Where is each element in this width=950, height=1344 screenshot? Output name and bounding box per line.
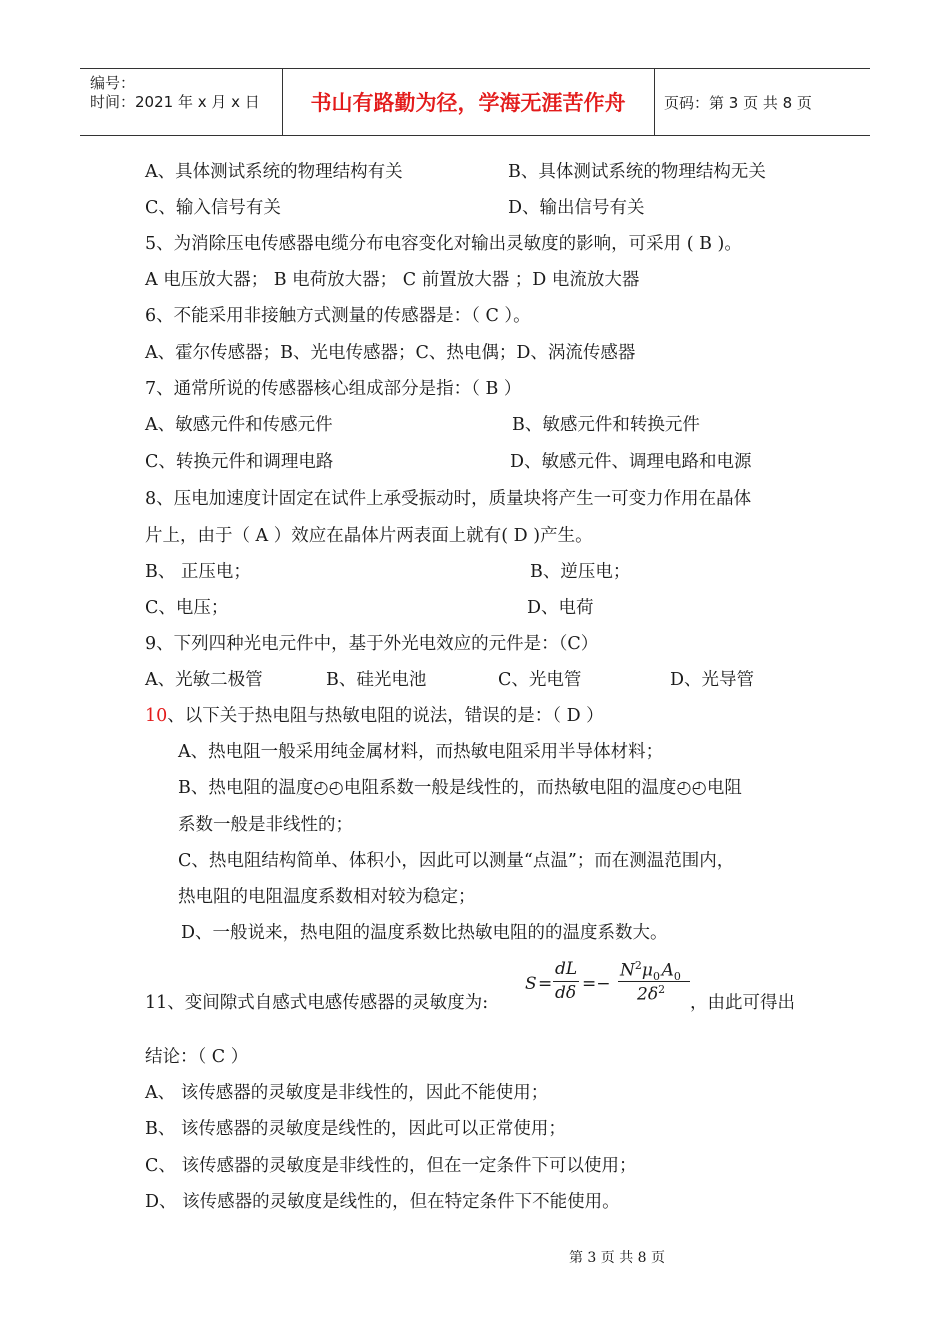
question-6-options: A、霍尔传感器；B、光电传感器；C、热电偶；D、涡流传感器 bbox=[145, 343, 636, 363]
page-footer bbox=[0, 1247, 950, 1267]
formula-equals: = bbox=[538, 974, 553, 994]
question-5-options: A 电压放大器； B 电荷放大器； C 前置放大器 ；D 电流放大器 bbox=[145, 270, 640, 290]
option-line: D、电荷 bbox=[527, 598, 594, 618]
option-line: A、热电阻一般采用纯金属材料，而热敏电阻采用半导体材料； bbox=[178, 742, 664, 762]
option-line: A、具体测试系统的物理结构有关 bbox=[145, 162, 403, 182]
formula-delta-exponent: 2 bbox=[658, 983, 666, 996]
option-line: C、电压； bbox=[145, 598, 229, 618]
formula-a-subscript: 0 bbox=[673, 970, 681, 984]
option-line: 热电阻的电阻温度系数相对较为稳定； bbox=[178, 887, 476, 907]
question-7: 7、通常所说的传感器核心组成部分是指：（ B ） bbox=[145, 379, 522, 399]
time-label: 时间：2021 年 x 月 x 日 bbox=[90, 93, 260, 111]
option-line: C、光电管 bbox=[498, 670, 582, 690]
formula-frac2-denominator bbox=[637, 983, 665, 1005]
formula-mu: μ bbox=[641, 960, 653, 981]
option-line: C、输入信号有关 bbox=[145, 198, 281, 218]
option-line: C、热电阻结构简单、体积小，因此可以测量“点温”；而在测温范围内， bbox=[178, 851, 735, 871]
option-line: B、 正压电； bbox=[145, 562, 251, 582]
header-meta bbox=[80, 69, 283, 135]
fraction-bar bbox=[618, 981, 690, 982]
option-line: 系数一般是非线性的； bbox=[178, 815, 353, 835]
sensitivity-formula bbox=[525, 956, 695, 1016]
footer-page-number: 第 3 页 共 8 页 bbox=[568, 1250, 666, 1266]
formula-2delta: 2δ bbox=[637, 984, 659, 1005]
option-line: B、具体测试系统的物理结构无关 bbox=[508, 162, 766, 182]
question-9: 9、下列四种光电元件中，基于外光电效应的元件是：（C） bbox=[145, 634, 599, 654]
page-header bbox=[80, 68, 870, 136]
question-8-line2: 片上，由于（ A ）效应在晶体片两表面上就有( D )产生。 bbox=[145, 526, 593, 546]
question-11-line1: 11、变间隙式自感式电感传感器的灵敏度为: bbox=[145, 993, 489, 1013]
formula-frac1-numerator: dL bbox=[555, 959, 578, 979]
formula-a: A bbox=[661, 960, 674, 981]
option-line: D、输出信号有关 bbox=[508, 198, 645, 218]
header-motto: 书山有路勤为径，学海无涯苦作舟 bbox=[282, 69, 655, 135]
question-10 bbox=[145, 705, 604, 727]
header-page-info: 页码：第 3 页 共 8 页 bbox=[664, 93, 812, 112]
option-line: C、 该传感器的灵敏度是非线性的，但在一定条件下可以使用； bbox=[145, 1156, 637, 1176]
option-line: D、光导管 bbox=[670, 670, 755, 690]
question-10-text: 、以下关于热电阻与热敏电阻的说法，错误的是：（ D ） bbox=[167, 706, 604, 726]
option-line: B、硅光电池 bbox=[326, 670, 427, 690]
formula-frac1-denominator: dδ bbox=[555, 983, 577, 1003]
question-6: 6、不能采用非接触方式测量的传感器是：（ C ）。 bbox=[145, 306, 531, 326]
option-line: B、逆压电； bbox=[530, 562, 631, 582]
question-5: 5、为消除压电传感器电缆分布电容变化对输出灵敏度的影响，可采用 ( B )。 bbox=[145, 234, 742, 254]
option-line: D、一般说来，热电阻的温度系数比热敏电阻的的温度系数大。 bbox=[181, 923, 668, 943]
question-8-line1: 8、压电加速度计固定在试件上承受振动时，质量块将产生一可变力作用在晶体 bbox=[145, 489, 752, 509]
option-line: B、热电阻的温度◴◴电阻系数一般是线性的，而热敏电阻的温度◴◴电阻 bbox=[178, 778, 742, 798]
option-line: A、敏感元件和传感元件 bbox=[145, 415, 333, 435]
fraction-bar bbox=[553, 981, 579, 982]
option-line: D、敏感元件、调理电路和电源 bbox=[510, 452, 752, 472]
formula-equals-minus: =− bbox=[582, 974, 611, 994]
option-line: B、敏感元件和转换元件 bbox=[512, 415, 700, 435]
formula-frac2-numerator bbox=[620, 959, 681, 983]
formula-mu-subscript: 0 bbox=[652, 970, 660, 984]
option-line: C、转换元件和调理电路 bbox=[145, 452, 334, 472]
option-line: D、 该传感器的灵敏度是线性的，但在特定条件下不能使用。 bbox=[145, 1192, 620, 1212]
question-11-line2: 结论：（ C ） bbox=[145, 1047, 249, 1067]
option-line: B、 该传感器的灵敏度是线性的，因此可以正常使用； bbox=[145, 1119, 566, 1139]
formula-n-exponent: 2 bbox=[634, 959, 642, 972]
formula-n: N bbox=[620, 960, 635, 981]
question-11-tail: ，由此可得出 bbox=[690, 993, 795, 1013]
number-label: 编号： bbox=[90, 74, 136, 92]
question-10-number: 10 bbox=[145, 706, 168, 726]
option-line: A、光敏二极管 bbox=[145, 670, 263, 690]
option-line: A、 该传感器的灵敏度是非线性的，因此不能使用； bbox=[145, 1083, 549, 1103]
formula-lhs: S bbox=[525, 974, 537, 994]
